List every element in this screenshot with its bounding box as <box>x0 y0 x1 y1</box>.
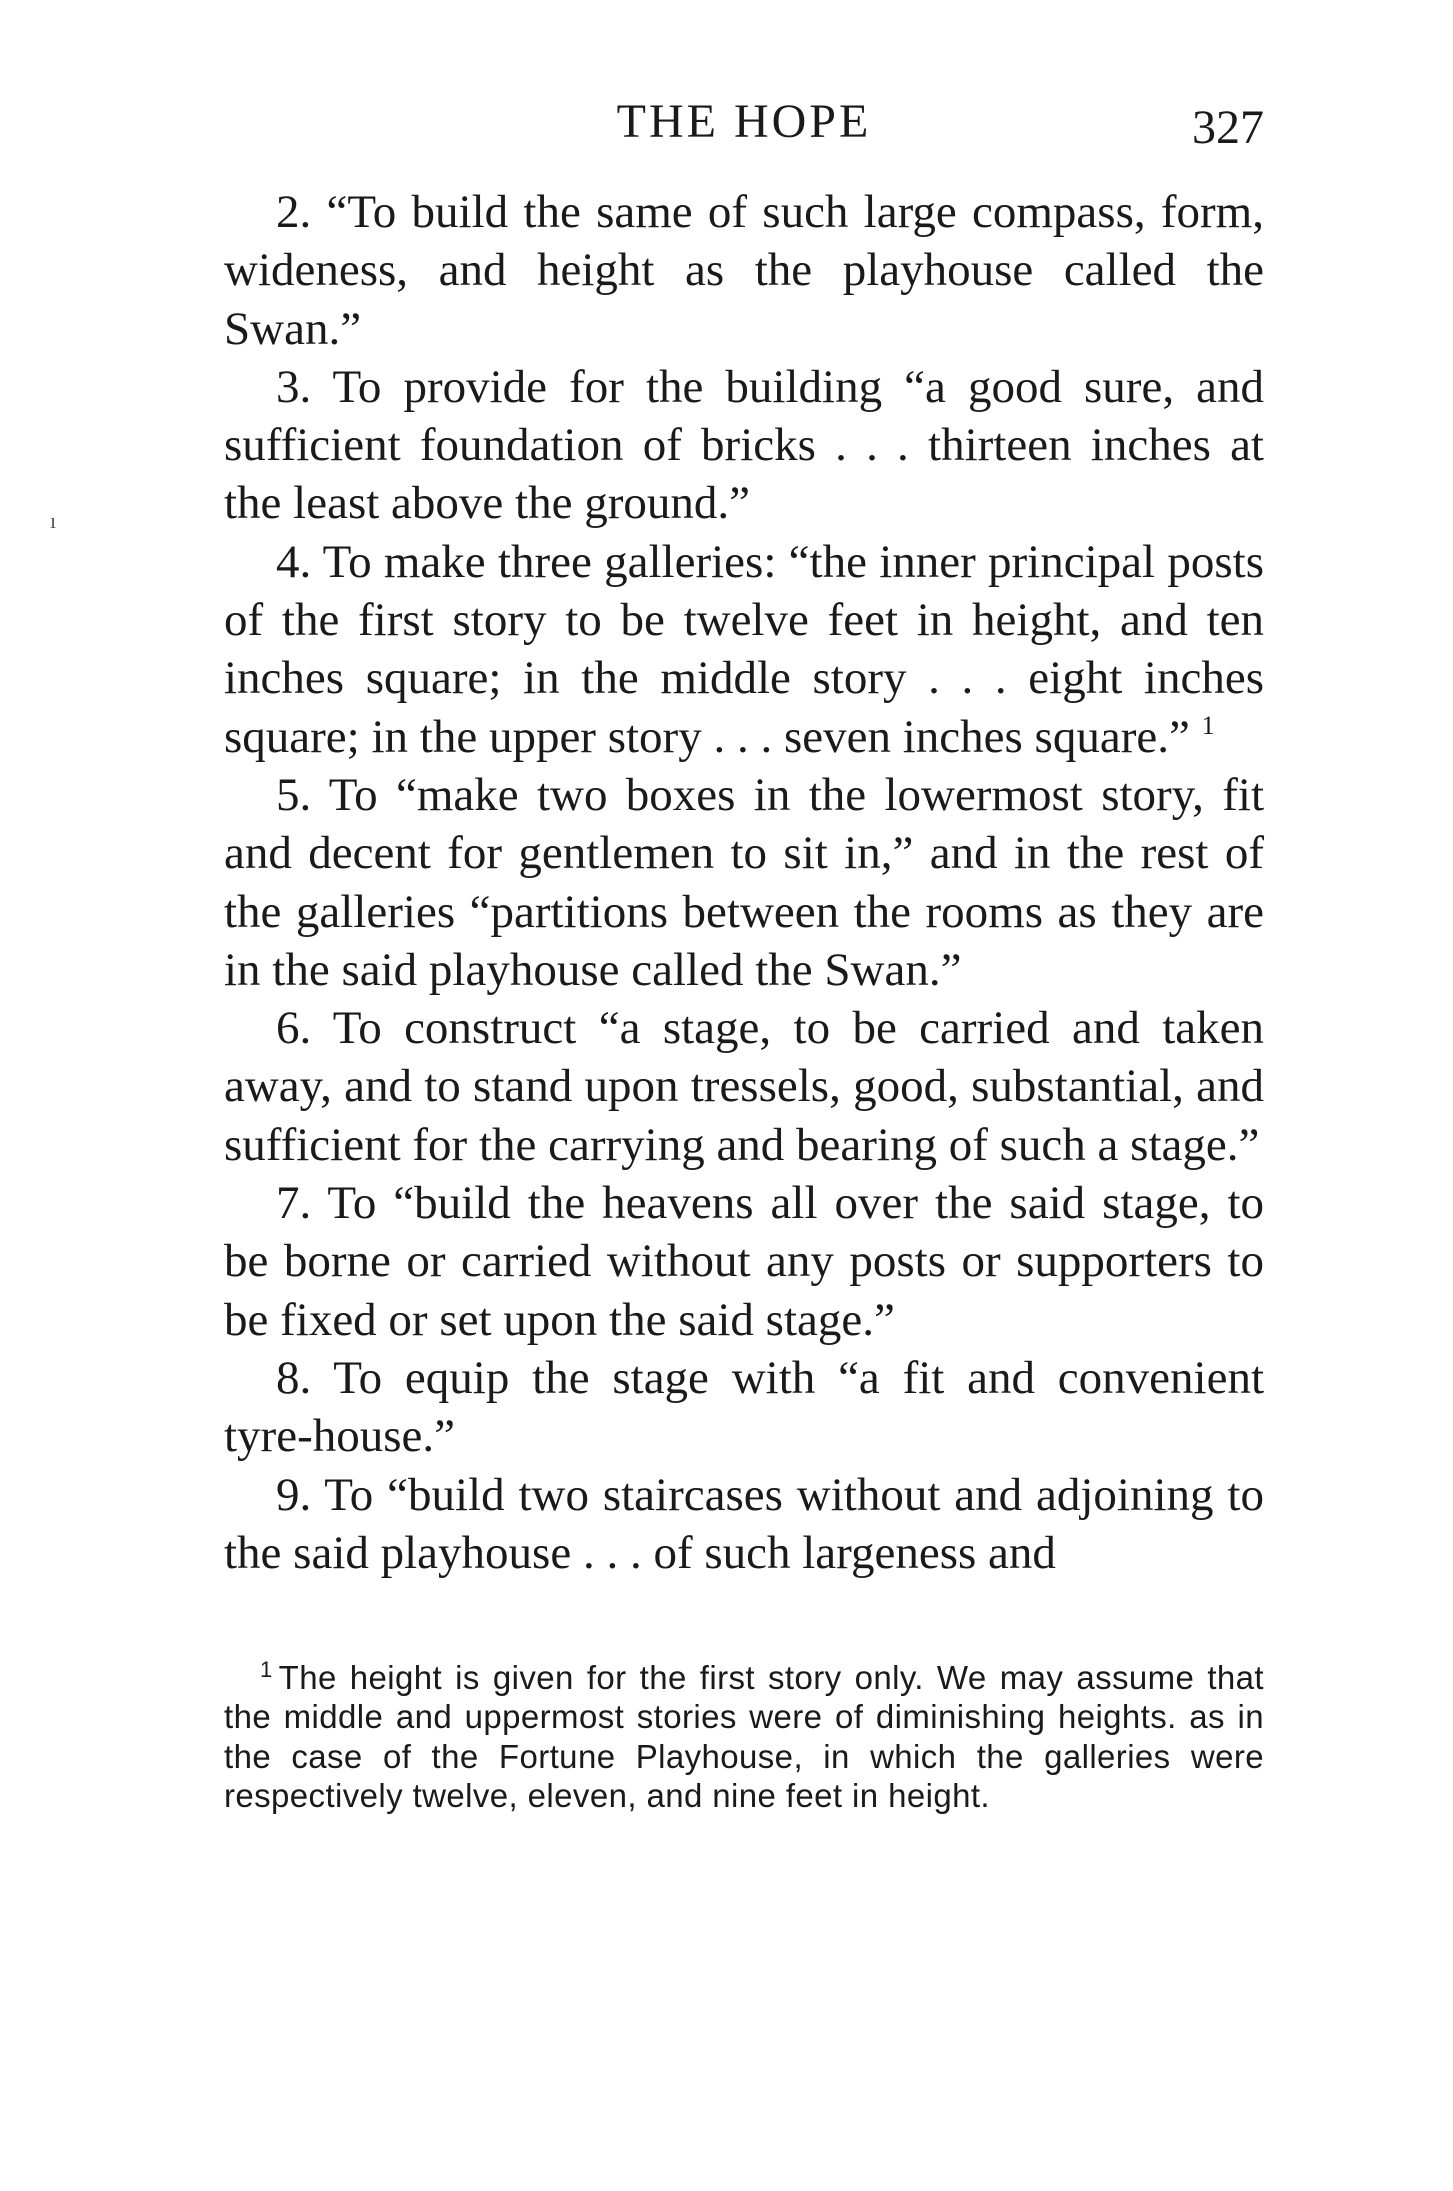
page-number: 327 <box>1192 101 1264 154</box>
list-item <box>224 358 1264 533</box>
list-item <box>224 999 1264 1174</box>
footnote-text: The height is given for the first story only. We may assume that the middle and uppermost stories were of diminishing heights. as in the case of the Fortune Playhouse, in which the galleries were respectively twelve, eleven, and nine feet in height. <box>224 1659 1264 1814</box>
list-item-text: 8. To equip the stage with “a fit and convenient tyre-house.” <box>224 1351 1264 1463</box>
footnote-reference[interactable]: 1 <box>1201 710 1215 740</box>
footnote <box>224 1658 1264 1815</box>
list-item <box>224 183 1264 358</box>
list-item-text: 2. “To build the same of such large compass, form, wideness, and height as the playhouse called the Swan.” <box>224 186 1264 355</box>
list-item-text: 6. To construct “a stage, to be carried and taken away, and to stand upon tressels, good, substantial, and sufficient for the carrying and bearing of such a stage.” <box>224 1002 1264 1171</box>
running-title: THE HOPE <box>616 95 872 148</box>
list-item <box>224 766 1264 999</box>
body-text <box>224 183 1264 1582</box>
list-item-text: 4. To make three galleries: “the inner principal posts of the first story to be twelve feet in height, and ten inches square; in the middle story . . . eight inches square; in the upper story . . . seven inches square.” <box>224 535 1264 763</box>
list-item-text: 5. To “make two boxes in the lowermost story, fit and decent for gentlemen to sit in,” and in the rest of the galleries “partitions between the rooms as they are in the said playhouse called the Swan.” <box>224 768 1264 996</box>
list-item <box>224 1174 1264 1349</box>
running-head <box>224 92 1264 162</box>
list-item <box>224 533 1264 766</box>
list-item-text: 3. To provide for the building “a good sure, and sufficient foundation of bricks . . . thirteen inches at the least above the ground.” <box>224 360 1264 530</box>
list-item-text: 9. To “build two staircases without and adjoining to the said playhouse . . . of such largeness and <box>224 1468 1264 1579</box>
list-item-text: 7. To “build the heavens all over the said stage, to be borne or carried without any posts or supporters to be fixed or set upon the said stage.” <box>224 1177 1264 1346</box>
list-item <box>224 1466 1264 1583</box>
list-item <box>224 1349 1264 1466</box>
margin-mark: ı <box>50 508 57 533</box>
footnote-number: 1 <box>260 1657 273 1682</box>
